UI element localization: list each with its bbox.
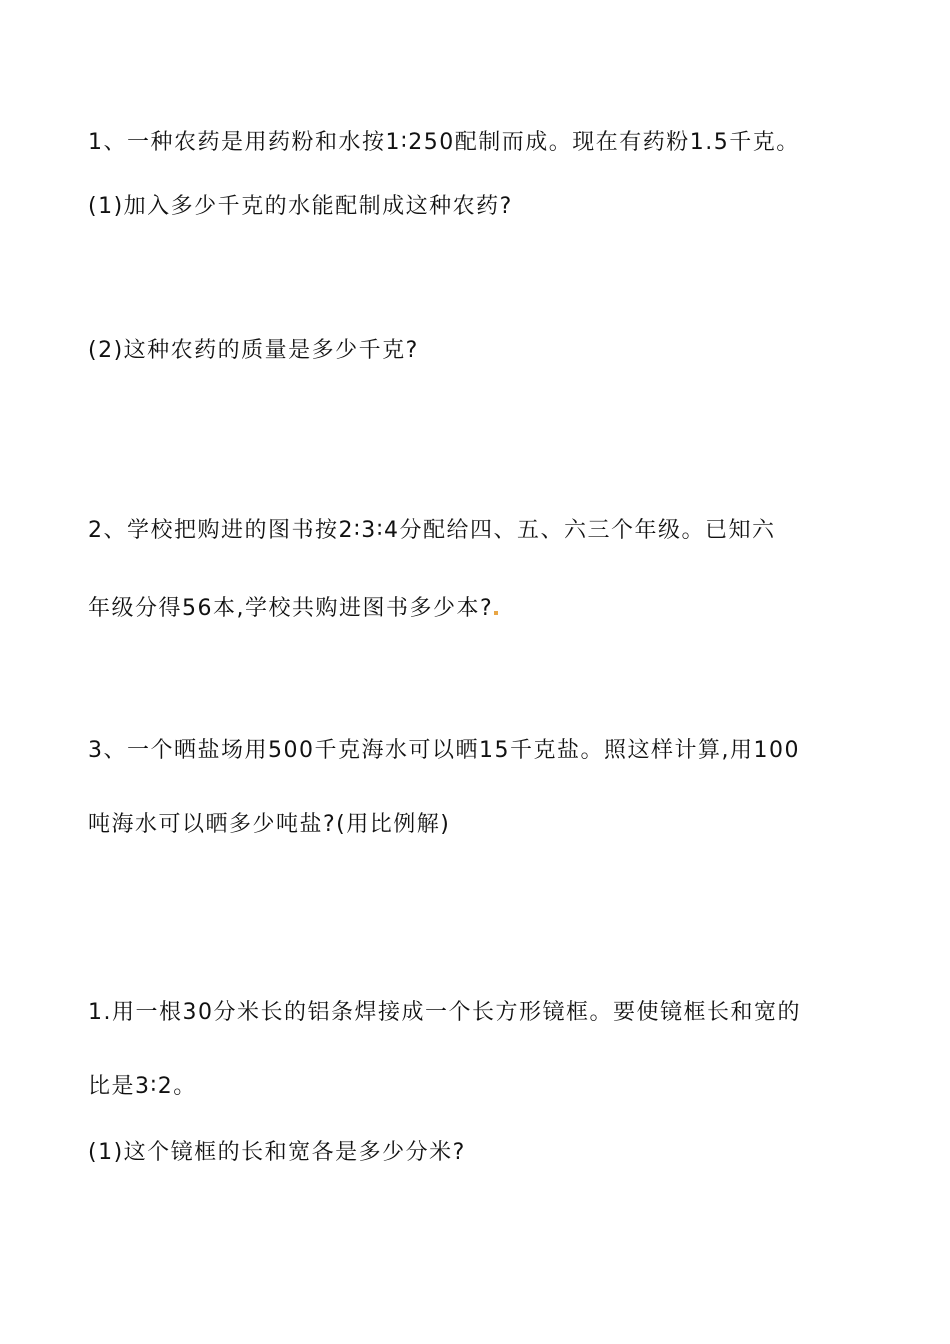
problem-4-question-1: (1)这个镜框的长和宽各是多少分米? bbox=[88, 1140, 466, 1165]
problem-1-question-1: (1)加入多少千克的水能配制成这种农药? bbox=[88, 194, 513, 219]
problem-1-question-2: (2)这种农药的质量是多少千克? bbox=[88, 338, 419, 363]
problem-4-text-line-2: 比是3∶2。 bbox=[88, 1074, 197, 1099]
problem-3-text-line-1: 3、一个晒盐场用500千克海水可以晒15千克盐。照这样计算,用100 bbox=[88, 738, 800, 763]
problem-2-text-line-2 bbox=[88, 594, 498, 624]
cursor-mark bbox=[494, 611, 498, 615]
problem-1-text: 1、一种农药是用药粉和水按1∶250配制而成。现在有药粉1.5千克。 bbox=[88, 130, 800, 155]
problem-2-text-line-2-content: 年级分得56本,学校共购进图书多少本? bbox=[88, 596, 494, 621]
problem-2-text-line-1: 2、学校把购进的图书按2∶3∶4分配给四、五、六三个年级。已知六 bbox=[88, 518, 776, 543]
problem-4-text-line-1: 1.用一根30分米长的铝条焊接成一个长方形镜框。要使镜框长和宽的 bbox=[88, 1000, 801, 1025]
problem-3-text-line-2: 吨海水可以晒多少吨盐?(用比例解) bbox=[88, 812, 451, 837]
